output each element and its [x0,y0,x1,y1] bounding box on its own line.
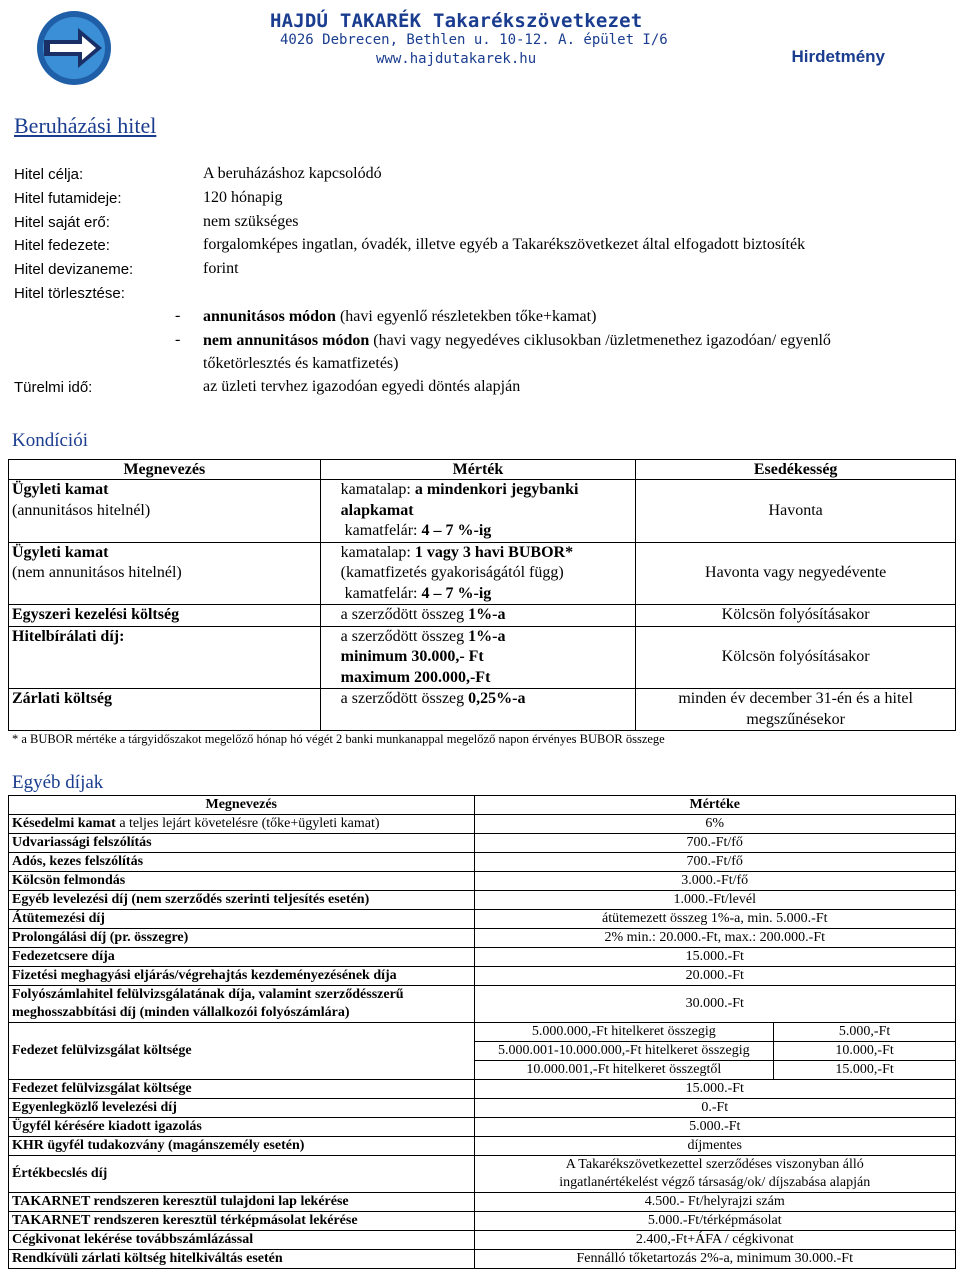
table-cell: Fedezet felülvizsgálat költsége [9,1023,475,1080]
currency-value: forint [203,260,239,277]
table-row [9,1231,956,1250]
bullet-dash: - [175,331,181,348]
table-cell: Késedelmi kamat a teljes lejárt követelésre (tőke+ügyleti kamat) [9,815,475,834]
header-name: Megnevezés [9,796,475,815]
table-cell: Kölcsön folyósításakor [636,605,956,627]
loan-purpose-value: A beruházáshoz kapcsolódó [203,165,382,182]
collateral-value: forgalomképes ingatlan, óvadék, illetve egyéb a Takarékszövetkezet által elfogadott biztosíték [203,236,806,253]
table-row [9,1118,956,1137]
table-cell: kamatalap: 1 vagy 3 havi BUBOR* (kamatfizetés gyakoriságától függ) kamatfelár: 4 – 7 %-ig [320,542,636,605]
repayment-option-2: nem annunitásos módon (havi vagy negyedéves ciklusokban /üzletmenethez igazodóan/ egyenlő [203,332,831,349]
table-cell: 3.000.-Ft/fő [474,872,956,891]
bubor-footnote: * a BUBOR mértéke a tárgyidőszakot megelőző hónap hó végét 2 banki munkanappal megelőző napon érvényes BUBOR összege [12,732,665,746]
table-row [9,1080,956,1099]
conditions-title: Kondíciói [12,430,88,451]
table-cell: Értékbecslés díj [9,1156,475,1193]
table-cell: 1.000.-Ft/levél [474,891,956,910]
grace-period-label: Türelmi idő: [14,379,93,396]
company-logo [34,8,114,88]
table-cell: Fizetési meghagyási eljárás/végrehajtás kezdeményezésének díja [9,967,475,986]
table-cell: 4.500.- Ft/helyrajzi szám [474,1193,956,1212]
table-cell: 20.000.-Ft [474,967,956,986]
header-rate: Mérték [320,460,636,480]
loan-term-value: 120 hónapig [203,189,283,206]
table-cell: Fedezetcsere díja [9,948,475,967]
table-cell: TAKARNET rendszeren keresztül tulajdoni lap lekérése [9,1193,475,1212]
page-title: Beruházási hitel [14,113,157,138]
table-cell: a szerződött összeg 1%-a [320,605,636,627]
table-row [9,986,956,1023]
table-row [9,815,956,834]
table-cell: Egyszeri kezelési költség [9,605,321,627]
table-row [9,853,956,872]
repayment-option-1: annunitásos módon (havi egyenlő részletekben tőke+kamat) [203,308,597,325]
table-row [9,542,956,605]
header-fee: Mértéke [474,796,956,815]
repayment-option-2-cont: tőketörlesztés és kamatfizetés) [203,355,399,372]
table-cell: 5.000.001-10.000.000,-Ft hitelkeret összegig [474,1042,774,1061]
table-row [9,1023,956,1042]
table-cell: 15.000.-Ft [474,948,956,967]
table-cell: Havonta [636,480,956,543]
table-cell: a szerződött összeg 0,25%-a [320,689,636,731]
table-cell: 700.-Ft/fő [474,853,956,872]
table-cell: Prolongálási díj (pr. összegre) [9,929,475,948]
repayment-label: Hitel törlesztése: [14,285,125,302]
company-address: 4026 Debrecen, Bethlen u. 10-12. A. épület I/6 [280,32,668,48]
table-cell: Fennálló tőketartozás 2%-a, minimum 30.000.-Ft [474,1250,956,1269]
fees-table [8,795,956,1269]
currency-label: Hitel devizaneme: [14,261,134,278]
table-row [9,605,956,627]
table-cell: 0.-Ft [474,1099,956,1118]
table-row [9,626,956,689]
table-cell: a szerződött összeg 1%-a minimum 30.000,- Ft maximum 200.000,-Ft [320,626,636,689]
table-cell: Zárlati költség [9,689,321,731]
table-cell: Rendkívüli zárlati költség hitelkiváltás esetén [9,1250,475,1269]
bullet-dash: - [175,307,181,324]
table-cell: Cégkivonat lekérése továbbszámlázással [9,1231,475,1250]
table-cell: Fedezet felülvizsgálat költsége [9,1080,475,1099]
grace-period-value: az üzleti tervhez igazodóan egyedi döntés alapján [203,378,521,395]
table-cell: 15.000,-Ft [774,1061,956,1080]
table-cell: 700.-Ft/fő [474,834,956,853]
company-name: HAJDÚ TAKARÉK Takarékszövetkezet [270,10,643,32]
table-cell: KHR ügyfél tudakozvány (magánszemély esetén) [9,1137,475,1156]
document-type: Hirdetmény [791,47,885,66]
table-row [9,1193,956,1212]
table-cell: Egyenlegközlő levelezési díj [9,1099,475,1118]
table-cell: Kölcsön felmondás [9,872,475,891]
table-cell: Ügyleti kamat (annunitásos hitelnél) [9,480,321,543]
table-cell: kamatalap: a mindenkori jegybanki alapkamat kamatfelár: 4 – 7 %-ig [320,480,636,543]
table-cell: Hitelbírálati díj: [9,626,321,689]
table-cell: 5.000.-Ft/térképmásolat [474,1212,956,1231]
table-row [9,948,956,967]
table-cell: átütemezett összeg 1%-a, min. 5.000.-Ft [474,910,956,929]
table-cell: 6% [474,815,956,834]
table-row [9,480,956,543]
table-cell: 2.400,-Ft+ÁFA / cégkivonat [474,1231,956,1250]
table-row [9,689,956,731]
table-cell: A Takarékszövetkezettel szerződéses viszonyban álló ingatlanértékelést végző társaság/ok/ díjszabása alapján [474,1156,956,1193]
loan-purpose-label: Hitel célja: [14,166,84,183]
table-row [9,1099,956,1118]
table-cell: 30.000.-Ft [474,986,956,1023]
table-cell: 5.000.-Ft [474,1118,956,1137]
table-row [9,872,956,891]
table-header-row [9,460,956,480]
table-row [9,1250,956,1269]
collateral-label: Hitel fedezete: [14,237,110,254]
table-cell: díjmentes [474,1137,956,1156]
table-cell: Adós, kezes felszólítás [9,853,475,872]
table-cell: Ügyleti kamat (nem annunitásos hitelnél) [9,542,321,605]
table-cell: Udvariassági felszólítás [9,834,475,853]
table-cell: TAKARNET rendszeren keresztül térképmásolat lekérése [9,1212,475,1231]
table-cell: Kölcsön folyósításakor [636,626,956,689]
table-row [9,910,956,929]
table-cell: 10.000,-Ft [774,1042,956,1061]
table-cell: 10.000.001,-Ft hitelkeret összegtől [474,1061,774,1080]
table-row [9,967,956,986]
table-cell: Egyéb levelezési díj (nem szerződés szerinti teljesítés esetén) [9,891,475,910]
table-cell: Átütemezési díj [9,910,475,929]
table-row [9,929,956,948]
table-row [9,1137,956,1156]
table-cell: Havonta vagy negyedévente [636,542,956,605]
company-website[interactable]: www.hajdutakarek.hu [376,51,537,67]
table-cell: 2% min.: 20.000.-Ft, max.: 200.000.-Ft [474,929,956,948]
table-row [9,1212,956,1231]
header-name: Megnevezés [9,460,321,480]
fees-title: Egyéb díjak [12,772,104,793]
table-cell: Folyószámlahitel felülvizsgálatának díja, valamint szerződésszerű meghosszabbítási díj (minden vállalkozói folyószámlára) [9,986,475,1023]
table-cell: 15.000.-Ft [474,1080,956,1099]
table-row [9,891,956,910]
own-funds-value: nem szükséges [203,213,299,230]
table-header-row [9,796,956,815]
conditions-table [8,459,956,731]
loan-term-label: Hitel futamideje: [14,190,122,207]
table-row [9,1156,956,1193]
table-cell: minden év december 31-én és a hitel megszűnésekor [636,689,956,731]
header-due: Esedékesség [636,460,956,480]
table-row [9,834,956,853]
table-cell: 5.000,-Ft [774,1023,956,1042]
own-funds-label: Hitel saját erő: [14,214,110,231]
table-cell: 5.000.000,-Ft hitelkeret összegig [474,1023,774,1042]
table-cell: Ügyfél kérésére kiadott igazolás [9,1118,475,1137]
